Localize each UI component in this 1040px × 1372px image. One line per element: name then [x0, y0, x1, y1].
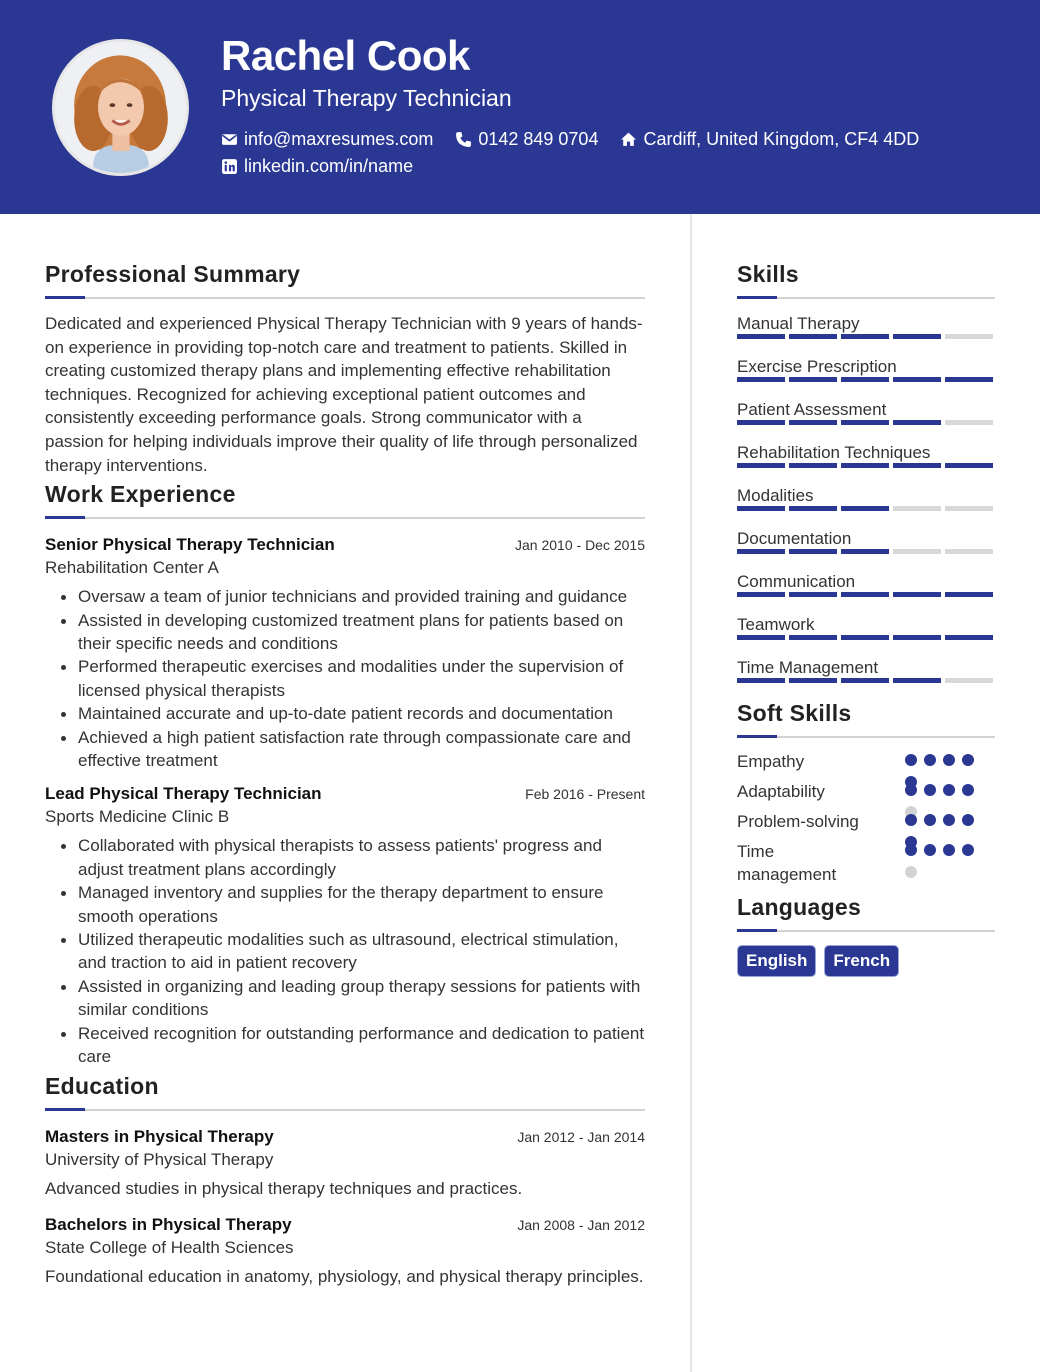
rating-dot-filled — [962, 784, 974, 796]
phone-text: 0142 849 0704 — [478, 129, 599, 149]
rating-dot-filled — [962, 814, 974, 826]
section-rule — [45, 517, 645, 519]
skill-segment-filled — [841, 635, 889, 640]
section-rule — [45, 1109, 645, 1111]
skill-item — [737, 485, 995, 528]
skill-name: Manual Therapy — [737, 314, 860, 333]
rating-dot-filled — [924, 844, 936, 856]
rating-dot-filled — [924, 784, 936, 796]
bullet-item: Assisted in organizing and leading group therapy sessions for patients with similar conditions — [45, 975, 645, 1022]
rating-dot-filled — [943, 814, 955, 826]
skill-name: Exercise Prescription — [737, 357, 897, 376]
languages-section — [737, 891, 995, 977]
job-entry — [45, 784, 645, 1068]
section-title: Soft Skills — [737, 700, 852, 726]
email-text: info@maxresumes.com — [244, 129, 434, 149]
skills-list — [737, 313, 995, 700]
skill-segment-filled — [945, 592, 993, 597]
bullet-item: Performed therapeutic exercises and modalities under the supervision of licensed physical therapists — [45, 655, 645, 702]
skill-item — [737, 528, 995, 571]
skill-segment-filled — [737, 678, 785, 683]
skill-segment-filled — [737, 463, 785, 468]
soft-skill-item — [737, 750, 995, 780]
skill-segment-filled — [893, 592, 941, 597]
skill-segment-filled — [737, 592, 785, 597]
soft-skill-name: Time management — [737, 842, 837, 884]
resume-header — [0, 0, 1040, 214]
degree-title: Bachelors in Physical Therapy — [45, 1214, 292, 1234]
rating-dot-filled — [924, 814, 936, 826]
rating-dot-filled — [905, 814, 917, 826]
skill-segment-empty — [945, 549, 993, 554]
section-rule — [45, 297, 645, 299]
phone-icon — [455, 131, 472, 148]
skill-level-bar — [737, 420, 995, 425]
linkedin-icon — [221, 158, 238, 175]
skill-segment-filled — [789, 549, 837, 554]
experience-section — [45, 478, 645, 1068]
skill-segment-filled — [893, 420, 941, 425]
summary-text: Dedicated and experienced Physical Therapy Technician with 9 years of hands-on experience in providing top-notch care and treatment to patients. Skilled in creating customized therapy plans and implementing effective rehabilitation techniques. Recognized for achieving exceptional patient outcomes and consistently exceeding performance goals. Strong communicator with a passion for helping individuals improve their quality of life through personalized therapy interventions. — [45, 314, 643, 475]
rating-dot-empty — [905, 866, 917, 878]
skill-segment-filled — [789, 463, 837, 468]
rating-dot-filled — [924, 754, 936, 766]
degree-title: Masters in Physical Therapy — [45, 1127, 274, 1147]
home-icon — [620, 131, 637, 148]
skill-segment-filled — [945, 377, 993, 382]
skill-segment-filled — [789, 420, 837, 425]
skill-segment-empty — [893, 549, 941, 554]
envelope-icon — [221, 131, 238, 148]
job-dates: Jan 2010 - Dec 2015 — [515, 537, 645, 554]
skill-level-bar — [737, 635, 995, 640]
profile-photo-illustration — [55, 42, 186, 173]
candidate-name: Rachel Cook — [221, 32, 470, 79]
soft-skills-list — [737, 750, 995, 890]
contact-location — [620, 129, 919, 150]
skill-name: Communication — [737, 572, 856, 591]
education-dates: Jan 2008 - Jan 2012 — [517, 1216, 645, 1233]
soft-skill-name: Problem-solving — [737, 812, 859, 831]
skill-level-bar — [737, 506, 995, 511]
job-bullets — [45, 585, 645, 772]
skill-level-bar — [737, 377, 995, 382]
soft-skill-name: Adaptability — [737, 782, 825, 801]
job-organization: Sports Medicine Clinic B — [45, 807, 230, 827]
language-badge: English — [737, 945, 816, 977]
bullet-item: Oversaw a team of junior technicians and provided training and guidance — [45, 585, 645, 608]
skill-segment-filled — [841, 377, 889, 382]
skill-segment-filled — [945, 463, 993, 468]
skill-item — [737, 657, 995, 700]
skill-segment-filled — [945, 635, 993, 640]
job-entry — [45, 535, 645, 772]
skill-name: Time Management — [737, 658, 879, 677]
skill-name: Teamwork — [737, 615, 815, 634]
education-entry — [45, 1215, 645, 1288]
skill-level-bar — [737, 592, 995, 597]
job-dates: Feb 2016 - Present — [525, 786, 645, 803]
profile-photo — [52, 39, 189, 176]
skill-segment-filled — [841, 678, 889, 683]
skill-segment-filled — [737, 549, 785, 554]
section-rule — [737, 930, 995, 932]
skill-level-bar — [737, 549, 995, 554]
bullet-item: Utilized therapeutic modalities such as ultrasound, electrical stimulation, and traction to aid in patient recovery — [45, 928, 645, 975]
rating-dot-filled — [962, 844, 974, 856]
skill-segment-filled — [789, 592, 837, 597]
sidebar-column — [737, 258, 995, 977]
job-bullets — [45, 834, 645, 1068]
column-divider — [690, 214, 692, 1372]
soft-skill-item — [737, 810, 995, 840]
skill-segment-filled — [789, 334, 837, 339]
section-title: Professional Summary — [45, 261, 301, 287]
section-rule — [737, 297, 995, 299]
bullet-item: Received recognition for outstanding performance and dedication to patient care — [45, 1022, 645, 1069]
skill-item — [737, 571, 995, 614]
rating-dot-filled — [905, 754, 917, 766]
rating-dot-filled — [943, 784, 955, 796]
language-list — [737, 945, 995, 977]
summary-section — [45, 258, 645, 477]
skill-name: Patient Assessment — [737, 400, 887, 419]
skill-name: Rehabilitation Techniques — [737, 443, 931, 462]
skill-segment-filled — [737, 420, 785, 425]
skill-segment-filled — [789, 635, 837, 640]
education-section — [45, 1070, 645, 1288]
skill-segment-filled — [737, 377, 785, 382]
rating-dot-filled — [943, 844, 955, 856]
rating-dot-filled — [905, 784, 917, 796]
skill-segment-filled — [893, 463, 941, 468]
skill-segment-empty — [945, 334, 993, 339]
skill-level-bar — [737, 334, 995, 339]
skill-item — [737, 399, 995, 442]
skill-segment-filled — [789, 506, 837, 511]
education-description: Foundational education in anatomy, physiology, and physical therapy principles. — [45, 1266, 644, 1286]
skill-item — [737, 442, 995, 485]
soft-skill-name: Empathy — [737, 752, 805, 771]
bullet-item: Maintained accurate and up-to-date patient records and documentation — [45, 702, 645, 725]
skill-segment-filled — [841, 463, 889, 468]
bullet-item: Achieved a high patient satisfaction rate through compassionate care and effective treatment — [45, 726, 645, 773]
bullet-item: Collaborated with physical therapists to assess patients' progress and adjust treatment plans accordingly — [45, 834, 645, 881]
skill-segment-filled — [841, 506, 889, 511]
rating-dot-filled — [962, 754, 974, 766]
job-title: Senior Physical Therapy Technician — [45, 535, 335, 555]
skill-segment-filled — [841, 549, 889, 554]
soft-skills-section — [737, 697, 995, 890]
skill-segment-filled — [841, 334, 889, 339]
skill-level-bar — [737, 678, 995, 683]
skill-name: Modalities — [737, 486, 814, 505]
skill-segment-filled — [841, 592, 889, 597]
section-title: Skills — [737, 261, 799, 287]
job-title: Lead Physical Therapy Technician — [45, 784, 322, 804]
contact-row-2 — [221, 156, 435, 177]
skill-item — [737, 313, 995, 356]
skills-section — [737, 258, 995, 700]
contact-row — [221, 129, 941, 150]
skill-segment-filled — [893, 377, 941, 382]
skill-segment-filled — [737, 635, 785, 640]
candidate-role: Physical Therapy Technician — [221, 85, 512, 111]
skill-segment-filled — [893, 678, 941, 683]
skill-segment-filled — [737, 334, 785, 339]
skill-item — [737, 614, 995, 657]
section-rule — [737, 736, 995, 738]
education-entry — [45, 1127, 645, 1200]
section-title: Work Experience — [45, 481, 236, 508]
soft-skill-item — [737, 780, 995, 810]
skill-segment-filled — [789, 377, 837, 382]
school-name: University of Physical Therapy — [45, 1150, 274, 1170]
skill-level-bar — [737, 463, 995, 468]
bullet-item: Managed inventory and supplies for the therapy department to ensure smooth operations — [45, 881, 645, 928]
bullet-item: Assisted in developing customized treatment plans for patients based on their specific needs and conditions — [45, 609, 645, 656]
soft-skill-item — [737, 840, 995, 890]
skill-name: Documentation — [737, 529, 852, 548]
skill-segment-filled — [737, 506, 785, 511]
section-title: Education — [45, 1073, 159, 1100]
skill-segment-empty — [945, 506, 993, 511]
skill-item — [737, 356, 995, 399]
education-description: Advanced studies in physical therapy techniques and practices. — [45, 1179, 523, 1199]
contact-email[interactable] — [221, 129, 433, 150]
main-column — [45, 258, 645, 1302]
contact-phone[interactable] — [455, 129, 598, 150]
job-organization: Rehabilitation Center A — [45, 558, 219, 578]
skill-segment-filled — [841, 420, 889, 425]
skill-segment-empty — [893, 506, 941, 511]
section-title: Languages — [737, 894, 862, 920]
skill-segment-empty — [945, 678, 993, 683]
skill-segment-filled — [893, 334, 941, 339]
skill-segment-filled — [789, 678, 837, 683]
rating-dot-filled — [943, 754, 955, 766]
education-dates: Jan 2012 - Jan 2014 — [517, 1129, 645, 1146]
linkedin-text: linkedin.com/in/name — [244, 156, 414, 176]
skill-segment-empty — [945, 420, 993, 425]
school-name: State College of Health Sciences — [45, 1237, 294, 1257]
contact-linkedin[interactable] — [221, 156, 413, 177]
rating-dot-filled — [905, 844, 917, 856]
skill-segment-filled — [893, 635, 941, 640]
language-badge: French — [824, 945, 899, 977]
location-text: Cardiff, United Kingdom, CF4 4DD — [643, 129, 920, 149]
